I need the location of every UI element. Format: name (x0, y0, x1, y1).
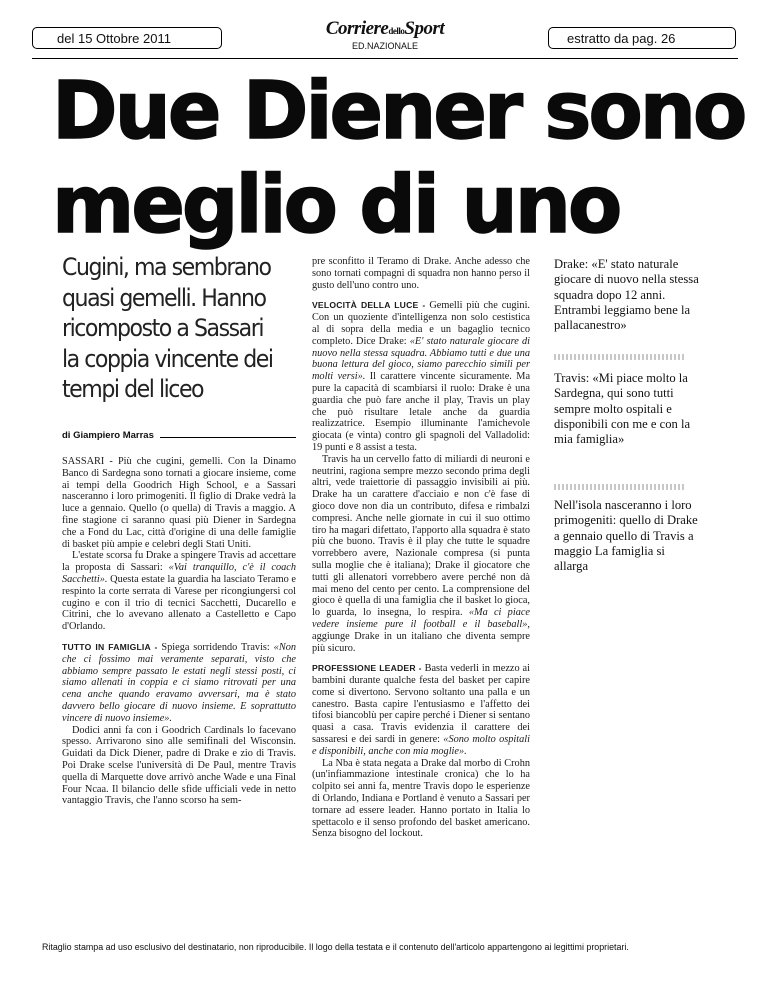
text: , aggiunge Drake in un italiano che diventa sempre più sicuro. (312, 618, 530, 654)
article-column-1 (62, 456, 296, 807)
logo-end: Sport (404, 18, 445, 39)
byline: di Giampiero Marras (62, 430, 154, 441)
paragraph: La Nba è stata negata a Drake dal morbo di Crohn (un'infiammazione intestinale cronica) che lo ha colpito sei anni fa, mentre Travis dopo le esperienze di Orlando, Indiana e Portland è venuto a Sassari per tornare ad essere leader. Hanno portato in Italia lo spettacolo e il senso profondo del basket americano. Senza bisogno del lockout. (312, 757, 530, 840)
pull-quote-1: Drake: «E' stato naturale giocare di nuovo nella stessa squadra dopo 12 anni. Entrambi leggiamo bene la pallacanestro» (554, 257, 699, 333)
paragraph: Dodici anni fa con i Goodrich Cardinals lo facevano spesso. Arrivarono sino alle semifinali del Wisconsin. Guidati da Dick Diener, padre di Drake e zio di Travis. Poi Drake scelse l'università di De Paul, mentre Travis quella di Marquette dove arrivò anche Wade e una Final Four Ncaa. Il bilancio delle sfide ufficiali vede in netto vantaggio Travis, che l'anno scorso ha sem- (62, 724, 296, 807)
newspaper-logo (300, 18, 470, 40)
headline (52, 64, 752, 252)
logo-main: Corriere (325, 18, 389, 39)
quote-text: «Ma ci piace vedere insieme pure il football e il baseball» (312, 607, 530, 630)
subtitle: Cugini, ma sembrano quasi gemelli. Hanno ricomposto a Sassari la coppia vincente dei tempi del liceo (62, 253, 273, 403)
date-box: del 15 Ottobre 2011 (32, 27, 222, 49)
paragraph (312, 663, 530, 757)
text: Spiega sorridendo Travis: (157, 641, 274, 653)
section-lead: TUTTO IN FAMIGLIA - (62, 641, 158, 652)
paragraph (62, 642, 296, 725)
pull-quote-2: Travis: «Mi piace molto la Sardegna, qui sono tutti sempre molto ospitali e disponibili con me e con la mia famiglia» (554, 371, 691, 447)
section-lead: VELOCITÀ DELLA LUCE - (312, 300, 426, 311)
extract-page-box: estratto da pag. 26 (548, 27, 736, 49)
article-column-2 (312, 256, 530, 840)
pull-quote-separator (554, 354, 684, 360)
section-lead: PROFESSIONE LEADER - (312, 663, 422, 674)
footer-disclaimer: Ritaglio stampa ad uso esclusivo del destinatario, non riproducibile. Il logo della testata e il contenuto dell'articolo appartengono ai legittimi proprietari. (42, 942, 629, 952)
byline-block (62, 430, 296, 441)
header-rule (32, 58, 738, 59)
headline-line-2: meglio di uno (52, 159, 620, 251)
pull-quote-3: Nell'isola nasceranno i loro primogeniti: quello di Drake a gennaio quello di Travis a maggio La famiglia si allarga (554, 498, 698, 574)
text: Travis ha un cervello fatto di miliardi di neuroni e neutrini, ragiona sempre mezzo secondo prima degli altri, vede traiettorie di passaggio invisibili ai più. Drake ha un carattere d'acciaio e non c'è fase di gioco dove non dia un contributo, difesa e rimbalzi compresi. Anche nelle giornate in cui il suo ottimo tiro ha magari difettato, l'apporto alla squadra è stato più che buono. Travis è il play che tutte le squadre vorrebbero avere, Nazionale compresa (si punta sulla moglie che è italiana); Drake il giocatore che tutti gli allenatori vorrebbero avere perché non dà mai meno del cento per cento. La comprensione del gioco è quella di una famiglia che il basket lo gioca, lo guarda, lo insegna, lo respira. (312, 453, 530, 619)
edition-label: ED.NAZIONALE (351, 41, 418, 51)
paragraph (62, 550, 296, 633)
text: Basta vederli in mezzo ai bambini durante qualche festa del basket per capire come si divertono. Servono soltanto una palla e un canestro. Basta capire l'entusiasmo e l'affetto dei tifosi biancoblù per capire perché i Diener si sentano quasi a casa. Travis evidenzia il carattere dei sassaresi e dei sardi in genere: (312, 663, 530, 746)
text: L'estate scorsa fu Drake a spingere Travis ad accettare la proposta di Sassari: (62, 550, 296, 574)
paragraph (312, 454, 530, 655)
text: Il carattere vincente sicuramente. Ma pure la capacità di scambiarsi il ruolo: Drake è una guardia che può fare anche il play, Travis un play che può risultare letale anche da guardia realizzatrice. Esempio illuminante l'amichevole giocata (e vinta) contro gli spagnoli del Valladolid: 19 punti e 8 assist a testa. (312, 371, 531, 453)
paragraph (312, 300, 530, 453)
headline-line-1: Due Diener sono (52, 65, 745, 157)
quote-text: «E' stato naturale giocare di nuovo nella stessa squadra. Abbiamo tutti e due una buona lettura del gioco, siamo parecchio simili per molti versi». (312, 335, 530, 383)
paragraph: SASSARI - Più che cugini, gemelli. Con la Dinamo Banco di Sardegna sono tornati a giocare insieme, come ai tempi della Goodrich High School, e a Sassari nasceranno i loro primogeniti. Il figlio di Drake vedrà la luce a gennaio. Quello (o quella) di Travis a maggio. A fine stagione ci saranno quasi più Diener in Sardegna che a Fond du Lac, città d'origine di una delle famiglie di basket più ampie e celebri degli Stati Uniti. (62, 456, 296, 550)
text: Questa estate la guardia ha lasciato Teramo e respinto la corte serrata di Varese per ricongiungersi col cugino e con il trio di tecnici Sacchetti, Ducarello e Citrini, che lo avevano allenato a Castelletto e Capo d'Orlando. (62, 573, 296, 633)
quote-text: «Sono molto ospitali e disponibili, anche con mia moglie». (312, 734, 530, 757)
pull-quote-separator (554, 484, 684, 490)
text: Gemelli più che cugini. Con un quoziente d'intelligenza non solo cestistica al di sopra della media e un bagaglio tecnico completo. Dice Drake: (312, 300, 531, 347)
quote-text: «Vai tranquillo, c'è il coach Sacchetti». (62, 562, 296, 585)
logo-small: dello (388, 26, 405, 36)
paragraph: pre sconfitto il Teramo di Drake. Anche adesso che sono tornati compagni di squadra non hanno perso il gusto dell'uno contro uno. (312, 256, 530, 291)
quote-text: «Non che ci fossimo mai veramente separati, visto che abbiamo sempre passato le estati negli stessi posti, ci siamo allenati in coppia e ci siamo ritrovati per una cena anche quando eravamo avversari, ma è stato davvero bello giocare di nuovo insieme. E soprattutto vincere di nuovo insieme». (62, 641, 296, 724)
byline-rule (160, 437, 296, 438)
